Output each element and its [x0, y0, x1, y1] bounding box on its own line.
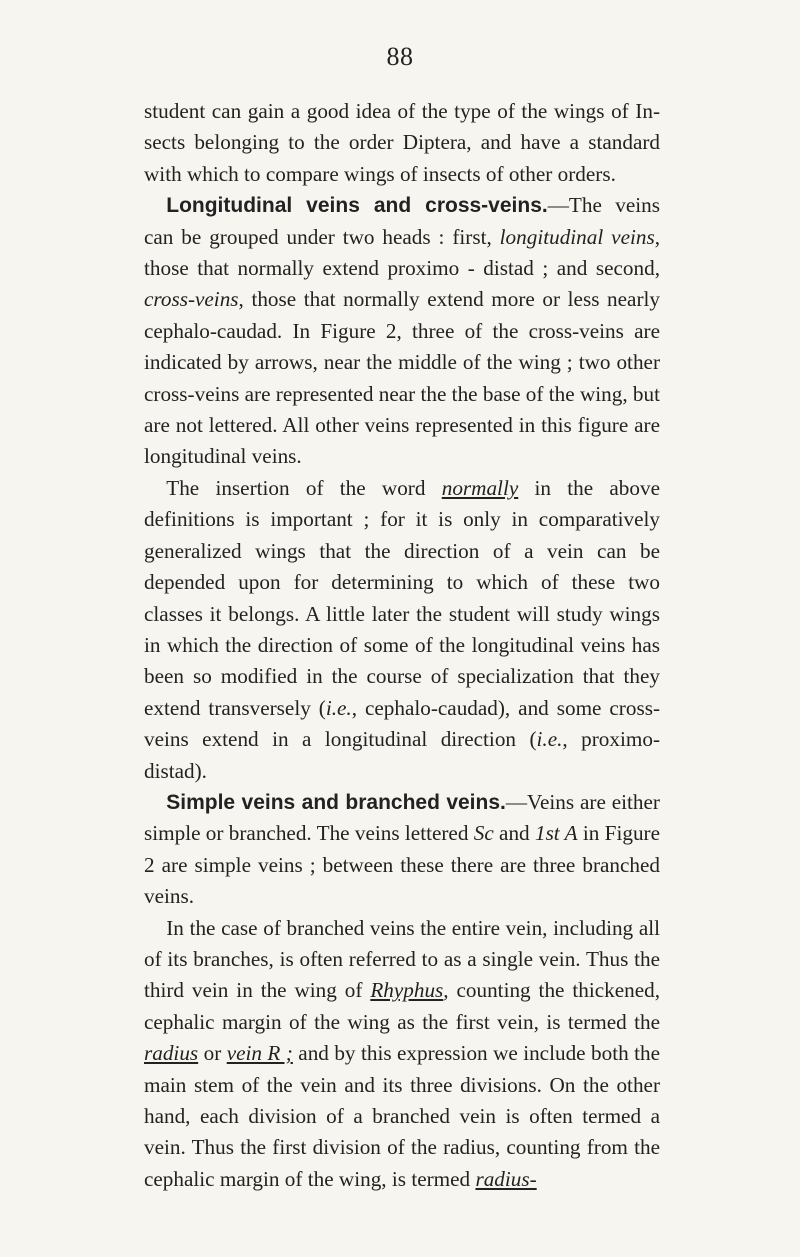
italic-term: cross-veins — [144, 287, 239, 312]
italic-term: i.e. — [325, 695, 352, 720]
text-run: , those that normally extend more or less nearly cephalo-caudad. In Figure 2, three of the cross-veins are indicated by arrows, near the middle of the wing ; two other cross-veins are represented near the the base of the wing, but are not lettered. All other veins represented in this figure are longitudinal veins. — [144, 287, 660, 469]
italic-term: normally — [441, 475, 519, 500]
text-run: , cephalo-caudad), and some cross-veins extend in a longitudinal direction ( — [144, 695, 660, 752]
paragraph-longitudinal-veins — [144, 190, 660, 473]
text-run: and — [493, 821, 535, 846]
italic-term: radius- — [475, 1166, 537, 1191]
paragraph-simple-branched — [144, 787, 660, 913]
italic-term: vein R ; — [226, 1041, 293, 1066]
text-run: , proximo-distad). — [144, 727, 661, 783]
section-heading-longitudinal-veins: Longitudinal veins and cross-veins. — [166, 194, 548, 218]
paragraph-text: student can gain a good idea of the type of the wings of Insects belonging to the order Diptera, and have a standard with which to compare wings of insects of other orders. — [144, 99, 660, 186]
paragraph-branched-veins — [144, 913, 660, 1196]
text-run: in Figure 2 are simple veins ; between these there are three branched veins. — [144, 821, 660, 909]
italic-term: 1st A — [534, 821, 578, 846]
paragraph-normally — [144, 473, 660, 787]
text-run: , those that normally extend proximo - distad ; and second, — [144, 224, 660, 281]
section-heading-simple-branched: Simple veins and branched veins. — [166, 790, 506, 814]
paragraph-continuation — [144, 96, 660, 190]
text-run: or — [198, 1041, 227, 1066]
text-run: The insertion of the word — [166, 475, 442, 500]
italic-term: radius — [144, 1041, 199, 1066]
italic-term: Sc — [473, 821, 494, 846]
italic-term: Rhyphus — [370, 978, 444, 1003]
page-number: 88 — [386, 42, 414, 71]
text-run: In the case of branched veins the entire vein, including all of its branches, is often referred to as a single vein. Thus the third vein in the wing of — [144, 915, 660, 1003]
text-run: —Veins are either simple or branched. The veins lettered — [144, 789, 660, 846]
italic-term: longitudinal veins — [499, 224, 655, 249]
italic-term: i.e. — [536, 727, 563, 752]
body-text — [144, 96, 660, 1195]
text-run: in the above definitions is important ; for it is only in comparatively generalized wings that the direction of a vein can be depended upon for determining to which of these two classes it belongs. A little later the student will study wings in which the direction of some of the longitudinal veins has been so modified in the course of specialization that they extend transversely ( — [144, 475, 660, 720]
text-run: , counting the thickened, cephalic margin of the wing as the first vein, is termed the — [144, 978, 660, 1034]
text-run: —The veins can be grouped under two heads : first, — [144, 193, 660, 249]
text-run: and by this expression we include both the main stem of the vein and its three divisions. On the other hand, each division of a branched vein is often termed a vein. Thus the first division of the radius, counting from the cephalic margin of the wing, is termed — [144, 1041, 660, 1191]
